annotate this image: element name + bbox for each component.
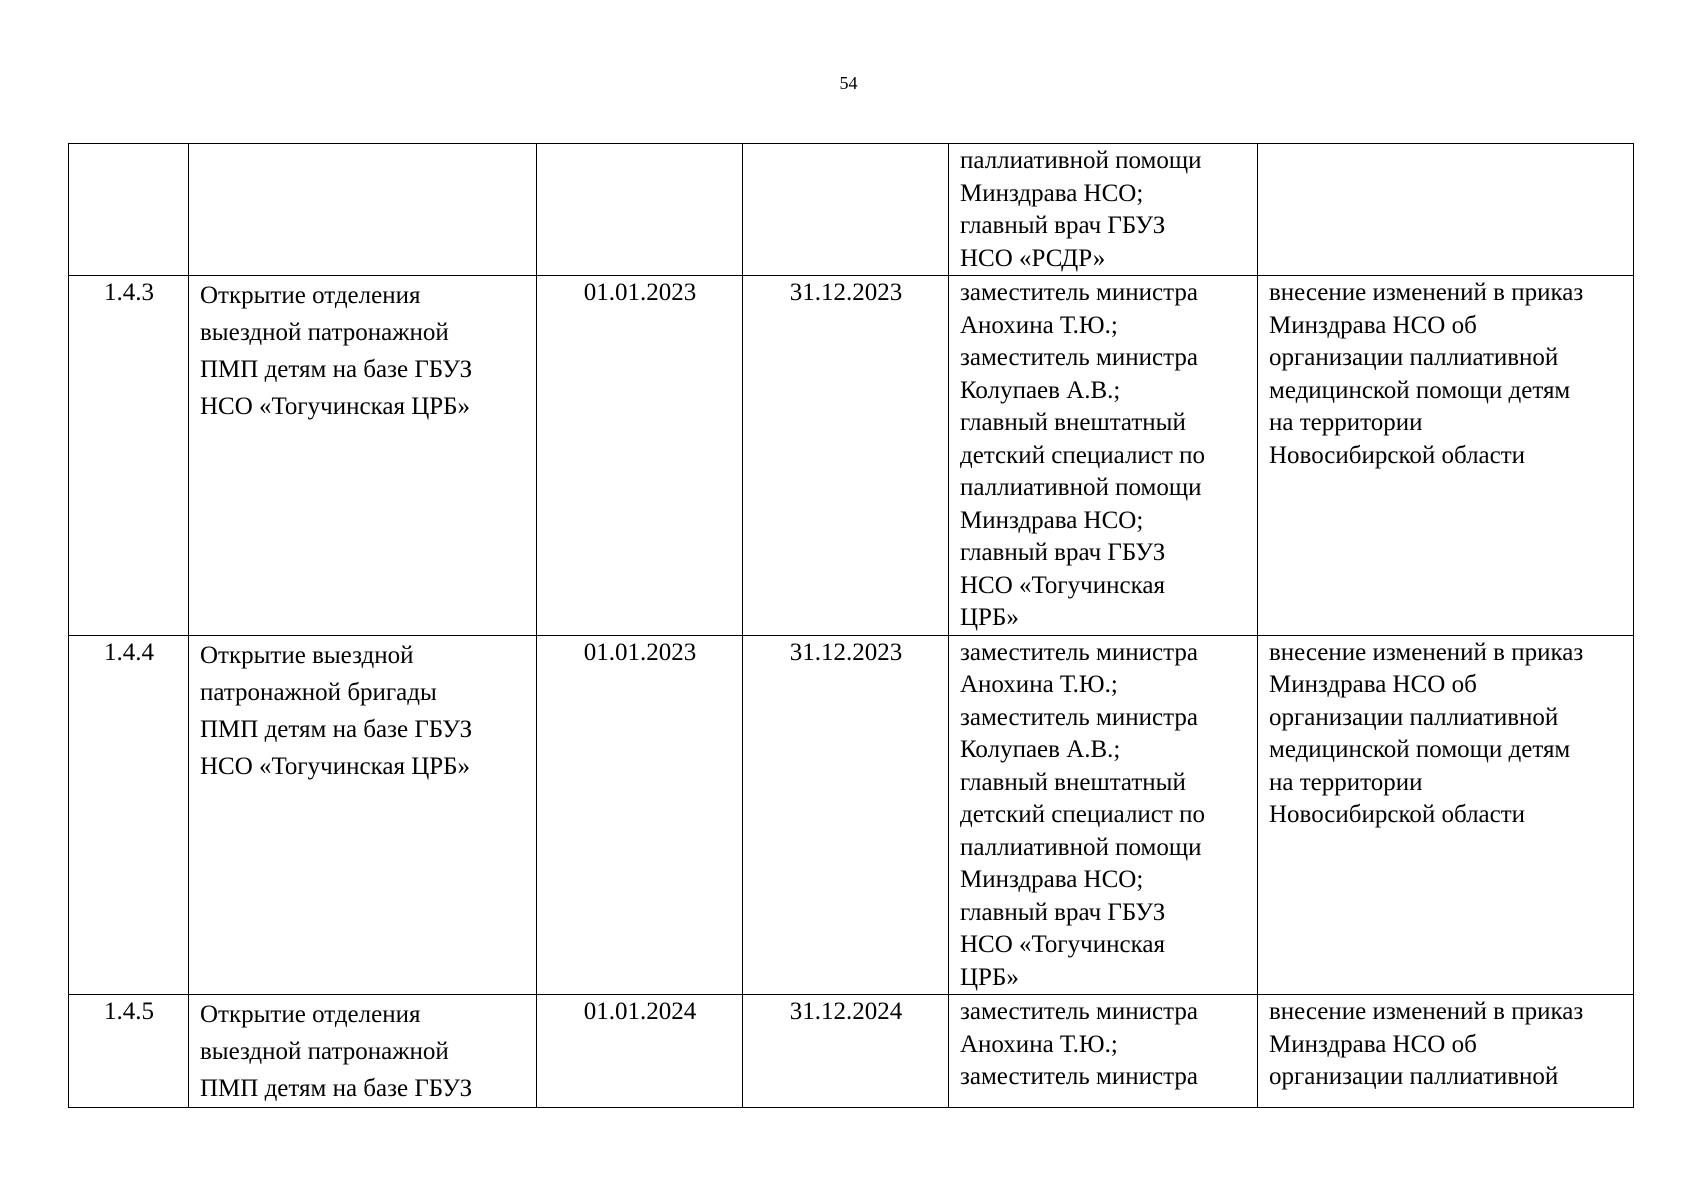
activity-name-cell: Открытие отделения выездной патронажной ПМП детям на базе ГБУЗ НСО «Тогучинская ЦРБ» <box>189 276 537 636</box>
table-row <box>69 995 1634 1108</box>
plan-table <box>68 143 1634 1108</box>
result-cell: внесение изменений в приказ Минздрава НСО об организации паллиативной медицинской помощи детям на территории Новосибирской области <box>1258 635 1634 995</box>
table-row <box>69 635 1634 995</box>
activity-name-cell: Открытие выездной патронажной бригады ПМП детям на базе ГБУЗ НСО «Тогучинская ЦРБ» <box>189 635 537 995</box>
activity-name-cell <box>189 144 537 276</box>
start-date-cell: 01.01.2024 <box>537 995 743 1108</box>
item-number-cell: 1.4.4 <box>69 635 189 995</box>
responsible-cell: заместитель министра Анохина Т.Ю.; заместитель министра Колупаев А.В.; главный внештатный детский специалист по паллиативной помощи Минздрава НСО; главный врач ГБУЗ НСО «Тогучинская ЦРБ» <box>949 276 1258 636</box>
responsible-cell: паллиативной помощи Минздрава НСО; главный врач ГБУЗ НСО «РСДР» <box>949 144 1258 276</box>
table-row <box>69 276 1634 636</box>
end-date-cell: 31.12.2024 <box>743 995 949 1108</box>
start-date-cell: 01.01.2023 <box>537 276 743 636</box>
end-date-cell <box>743 144 949 276</box>
item-number-cell <box>69 144 189 276</box>
item-number-cell: 1.4.3 <box>69 276 189 636</box>
responsible-cell: заместитель министра Анохина Т.Ю.; заместитель министра Колупаев А.В.; главный внештатный детский специалист по паллиативной помощи Минздрава НСО; главный врач ГБУЗ НСО «Тогучинская ЦРБ» <box>949 635 1258 995</box>
result-cell: внесение изменений в приказ Минздрава НСО об организации паллиативной медицинской помощи детям на территории Новосибирской области <box>1258 276 1634 636</box>
result-cell <box>1258 144 1634 276</box>
table-row <box>69 144 1634 276</box>
activity-name-cell: Открытие отделения выездной патронажной ПМП детям на базе ГБУЗ <box>189 995 537 1108</box>
end-date-cell: 31.12.2023 <box>743 276 949 636</box>
item-number-cell: 1.4.5 <box>69 995 189 1108</box>
end-date-cell: 31.12.2023 <box>743 635 949 995</box>
start-date-cell <box>537 144 743 276</box>
responsible-cell: заместитель министра Анохина Т.Ю.; заместитель министра <box>949 995 1258 1108</box>
page-number: 54 <box>839 73 858 93</box>
start-date-cell: 01.01.2023 <box>537 635 743 995</box>
result-cell: внесение изменений в приказ Минздрава НСО об организации паллиативной <box>1258 995 1634 1108</box>
